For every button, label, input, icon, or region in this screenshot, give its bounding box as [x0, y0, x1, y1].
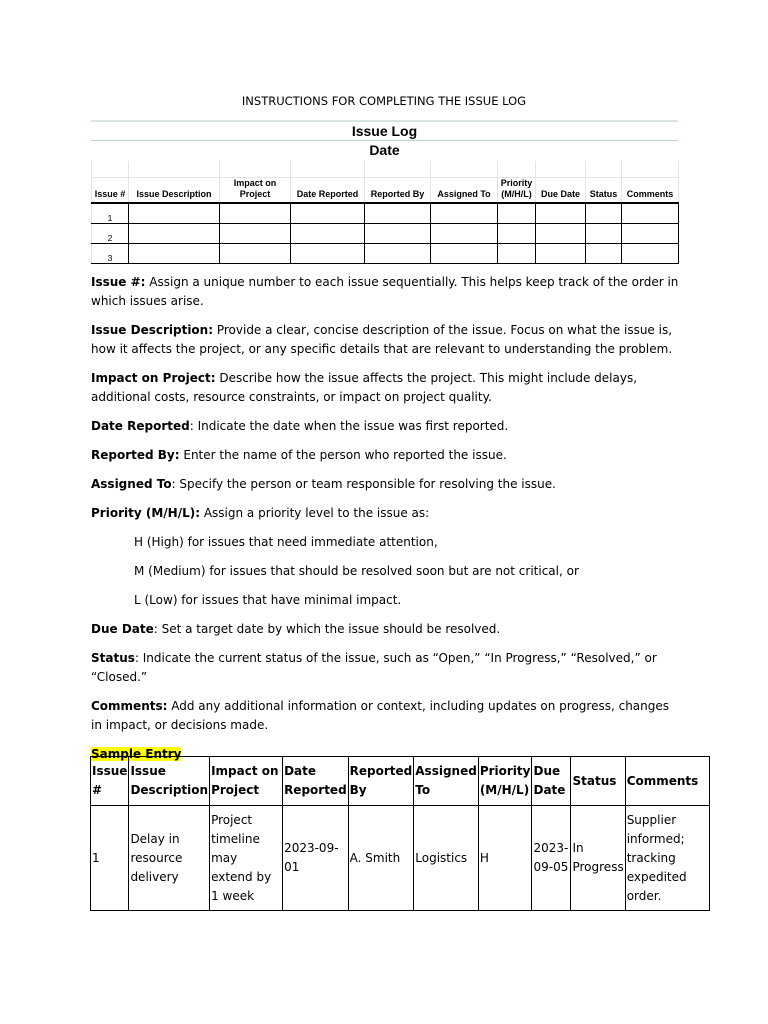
- sheet-header-cell: Comments: [622, 178, 679, 204]
- instruction-due-date: [91, 620, 681, 639]
- sheet-header-cell: Impact on Project: [220, 178, 291, 204]
- sheet-row-number: 2: [92, 224, 129, 244]
- page-title: INSTRUCTIONS FOR COMPLETING THE ISSUE LOG: [241, 94, 527, 108]
- sample-cell: H: [478, 806, 532, 911]
- priority-high: H (High) for issues that need immediate attention,: [134, 535, 438, 549]
- sample-entry-table: [90, 756, 710, 911]
- sample-header-cell: Priority (M/H/L): [478, 757, 532, 806]
- sample-header-row: [91, 757, 710, 806]
- priority-medium: M (Medium) for issues that should be resolved soon but are not critical, or: [134, 564, 579, 578]
- sample-header-cell: Impact on Project: [210, 757, 283, 806]
- sheet-header-cell: Date Reported: [291, 178, 365, 204]
- instruction-assigned-to: [91, 475, 681, 494]
- instruction-priority: [91, 504, 681, 523]
- sheet-row-number: 3: [92, 244, 129, 264]
- sample-data-row: [91, 806, 710, 911]
- instruction-issue-number: [91, 273, 681, 311]
- sample-header-cell: Reported By: [348, 757, 414, 806]
- sheet-header-cell: Assigned To: [431, 178, 498, 204]
- instruction-issue-description: [91, 321, 681, 359]
- term-text: : Indicate the date when the issue was first reported.: [189, 419, 509, 433]
- sample-header-cell: Assigned To: [414, 757, 479, 806]
- term-label: Comments:: [91, 699, 168, 713]
- term-label: Issue Description:: [91, 323, 214, 337]
- sheet-header-cell: Priority (M/H/L): [498, 178, 536, 204]
- instruction-reported-by: [91, 446, 681, 465]
- sample-cell: Project timeline may extend by 1 week: [210, 806, 283, 911]
- sample-entry-label: Sample Entry: [91, 747, 182, 761]
- instruction-impact: [91, 369, 681, 407]
- sample-header-cell: Status: [571, 757, 625, 806]
- sheet-header-cell: Issue Description: [129, 178, 220, 204]
- term-label: Status: [91, 651, 135, 665]
- sheet-header-row: [92, 178, 679, 204]
- sample-header-cell: Due Date: [532, 757, 571, 806]
- term-label: Assigned To: [91, 477, 172, 491]
- term-text: : Set a target date by which the issue should be resolved.: [153, 622, 501, 636]
- term-text: : Indicate the current status of the issue, such as “Open,” “In Progress,” “Resolved,” or “Closed.”: [91, 651, 657, 684]
- sheet-row-number: 1: [92, 203, 129, 224]
- term-text: : Specify the person or team responsible for resolving the issue.: [171, 477, 556, 491]
- term-text: Add any additional information or context, including updates on progress, changes in impact, or decisions made.: [91, 699, 670, 732]
- sample-header-cell: Issue #: [91, 757, 129, 806]
- sheet-table: [91, 161, 679, 264]
- sheet-header-cell: Due Date: [536, 178, 586, 204]
- sample-cell: 2023-09-01: [283, 806, 349, 911]
- term-label: Priority (M/H/L):: [91, 506, 201, 520]
- term-text: Assign a priority level to the issue as:: [200, 506, 430, 520]
- sheet-row: [92, 203, 679, 224]
- sample-header-cell: Date Reported: [283, 757, 349, 806]
- sheet-title: Issue Log: [351, 123, 418, 139]
- sheet-header-cell: Issue #: [92, 178, 129, 204]
- sample-cell: Supplier informed; tracking expedited order.: [625, 806, 709, 911]
- sample-cell: In Progress: [571, 806, 625, 911]
- sheet-row: [92, 224, 679, 244]
- term-label: Due Date: [91, 622, 154, 636]
- issue-log-sheet-image: [91, 120, 678, 263]
- term-label: Reported By:: [91, 448, 180, 462]
- instruction-status: [91, 649, 681, 687]
- instructions-body: [91, 273, 681, 774]
- term-text: Provide a clear, concise description of the issue. Focus on what the issue is, how it affects the project, or any specific details that are relevant to understanding the problem.: [91, 323, 673, 356]
- term-label: Date Reported: [91, 419, 190, 433]
- instruction-comments: [91, 697, 681, 735]
- term-text: Describe how the issue affects the project. This might include delays, additional costs, resource constraints, or impact on project quality.: [91, 371, 638, 404]
- sample-header-cell: Issue Description: [129, 757, 210, 806]
- sheet-divider: [91, 140, 678, 141]
- sheet-header-cell: Status: [586, 178, 622, 204]
- priority-low: L (Low) for issues that have minimal impact.: [134, 593, 402, 607]
- sample-cell: Logistics: [414, 806, 479, 911]
- sample-cell: 2023-09-05: [532, 806, 571, 911]
- sample-cell: A. Smith: [348, 806, 414, 911]
- sheet-top-rule: [91, 120, 678, 122]
- sheet-row: [92, 244, 679, 264]
- instruction-date-reported: [91, 417, 681, 436]
- term-label: Issue #:: [91, 275, 146, 289]
- sample-cell: 1: [91, 806, 129, 911]
- term-text: Enter the name of the person who reported the issue.: [179, 448, 507, 462]
- sheet-subtitle: Date: [369, 142, 400, 158]
- term-text: Assign a unique number to each issue sequentially. This helps keep track of the order in which issues arise.: [91, 275, 679, 308]
- sheet-header-cell: Reported By: [365, 178, 431, 204]
- sample-cell: Delay in resource delivery: [129, 806, 210, 911]
- term-label: Impact on Project:: [91, 371, 216, 385]
- sample-header-cell: Comments: [625, 757, 709, 806]
